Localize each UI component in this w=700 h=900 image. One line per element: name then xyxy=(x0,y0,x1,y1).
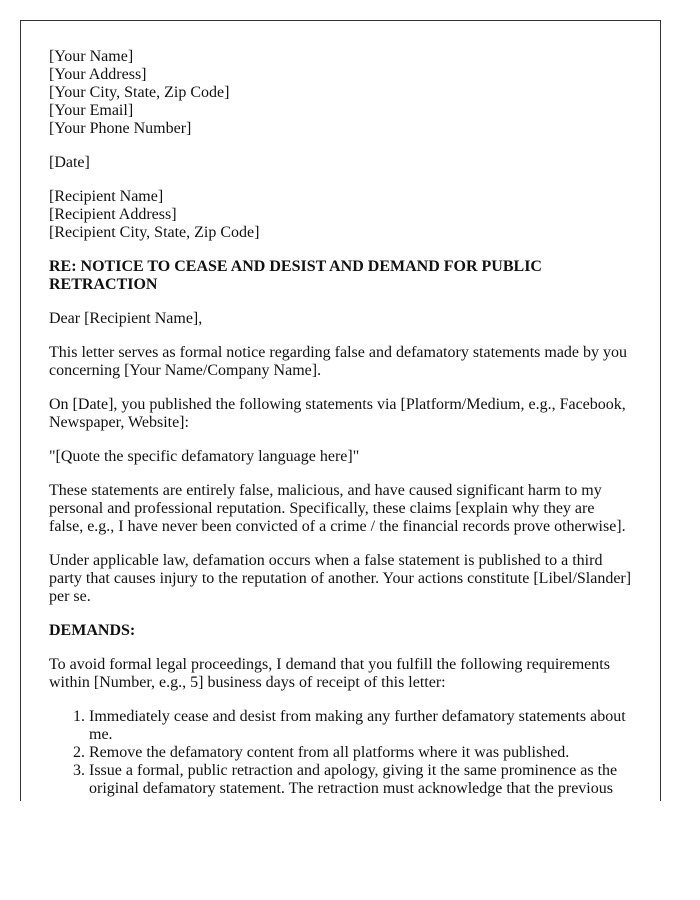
letter-page xyxy=(20,20,661,801)
body-paragraph: These statements are entirely false, malicious, and have caused significant harm to my personal and professional reputation. Specifically, these claims [explain why they are false, e.g., I have never been convicted of a crime / the financial records prove otherwise]. xyxy=(49,482,626,535)
demands-intro: To avoid formal legal proceedings, I demand that you fulfill the following requirements within [Number, e.g., 5] business days of receipt of this letter: xyxy=(49,656,610,691)
salutation: Dear [Recipient Name], xyxy=(49,310,203,327)
recipient-block xyxy=(49,188,632,242)
body-paragraph: Under applicable law, defamation occurs when a false statement is published to a third party that causes injury to the reputation of another. Your actions constitute [Libel/Slander] per se. xyxy=(49,552,632,605)
letter-date: [Date] xyxy=(49,154,90,171)
body-paragraph: On [Date], you published the following statements via [Platform/Medium, e.g., Facebook, Newspaper, Website]: xyxy=(49,396,626,431)
demand-item: 1. Immediately cease and desist from making any further defamatory statements about me. xyxy=(89,708,632,744)
body-paragraph: This letter serves as formal notice regarding false and defamatory statements made by you concerning [Your Name/Company Name]. xyxy=(49,344,628,379)
subject-line: RE: NOTICE TO CEASE AND DESIST AND DEMAND FOR PUBLIC RETRACTION xyxy=(49,258,542,293)
demands-list xyxy=(49,708,632,798)
sender-city: [Your City, State, Zip Code] xyxy=(49,84,230,101)
demand-item: 3. Issue a formal, public retraction and apology, giving it the same prominence as the original defamatory statement. The retraction must acknowledge that the previous xyxy=(89,762,632,798)
recipient-name: [Recipient Name] xyxy=(49,188,164,205)
sender-address: [Your Address] xyxy=(49,66,147,83)
demand-item: 2. Remove the defamatory content from all platforms where it was published. xyxy=(89,744,632,762)
quote-paragraph: "[Quote the specific defamatory language here]" xyxy=(49,448,360,465)
demands-heading: DEMANDS: xyxy=(49,622,136,639)
recipient-address: [Recipient Address] xyxy=(49,206,177,223)
sender-phone: [Your Phone Number] xyxy=(49,120,192,137)
sender-block xyxy=(49,48,632,138)
recipient-city: [Recipient City, State, Zip Code] xyxy=(49,224,260,241)
sender-name: [Your Name] xyxy=(49,48,134,65)
sender-email: [Your Email] xyxy=(49,102,134,119)
